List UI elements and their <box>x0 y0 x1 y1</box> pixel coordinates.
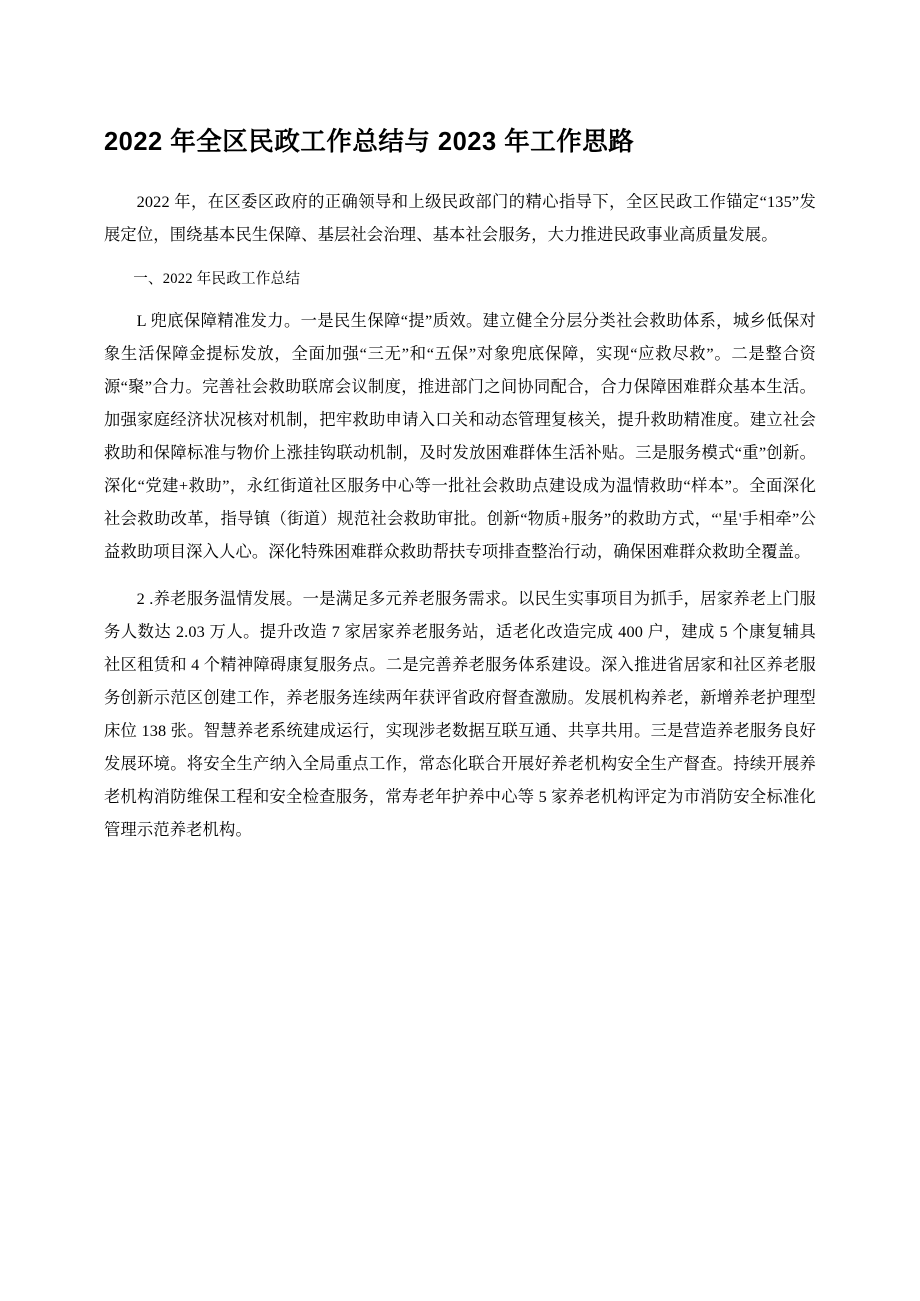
section-heading-one: 一、2022 年民政工作总结 <box>133 271 301 288</box>
item-1-paragraph: L 兜底保障精准发力。一是民生保障“提”质效。建立健全分层分类社会救助体系，城乡低保对象生活保障金提标发放，全面加强“三无”和“五保”对象兜底保障，实现“应救尽救”。二是整合资源“聚”合力。完善社会救助联席会议制度，推进部门之间协同配合，合力保障困难群众基本生活。加强家庭经济状况核对机制，把牢救助申请入口关和动态管理复核关，提升救助精准度。建立社会救助和保障标准与物价上涨挂钩联动机制，及时发放困难群体生活补贴。三是服务模式“重”创新。深化“党建+救助”，永红街道社区服务中心等一批社会救助点建设成为温情救助“样本”。全面深化社会救助改革，指导镇（街道）规范社会救助审批。创新“物质+服务”的救助方式，“'星'手相牵”公益救助项目深入人心。深化特殊困难群众救助帮扶专项排查整治行动，确保困难群众救助全覆盖。 <box>104 310 816 562</box>
page-title: 2022 年全区民政工作总结与 2023 年工作思路 <box>104 128 635 156</box>
intro-paragraph: 2022 年，在区委区政府的正确领导和上级民政部门的精心指导下，全区民政工作锚定“135”发展定位，围绕基本民生保障、基层社会治理、基本社会服务，大力推进民政事业高质量发展。 <box>104 192 816 245</box>
item-2-paragraph: 2 .养老服务温情发展。一是满足多元养老服务需求。以民生实事项目为抓手，居家养老上门服务人数达 2.03 万人。提升改造 7 家居家养老服务站，适老化改造完成 400 户，建成 5 个康复辅具社区租赁和 4 个精神障碍康复服务点。二是完善养老服务体系建设。深入推进省居家和社区养老服务创新示范区创建工作，养老服务连续两年获评省政府督查激励。发展机构养老，新增养老护理型床位 138 张。智慧养老系统建成运行，实现涉老数据互联互通、共享共用。三是营造养老服务良好发展环境。将安全生产纳入全局重点工作，常态化联合开展好养老机构安全生产督查。持续开展养老机构消防维保工程和安全检查服务，常寿老年护养中心等 5 家养老机构评定为市消防安全标准化管理示范养老机构。 <box>104 588 816 840</box>
